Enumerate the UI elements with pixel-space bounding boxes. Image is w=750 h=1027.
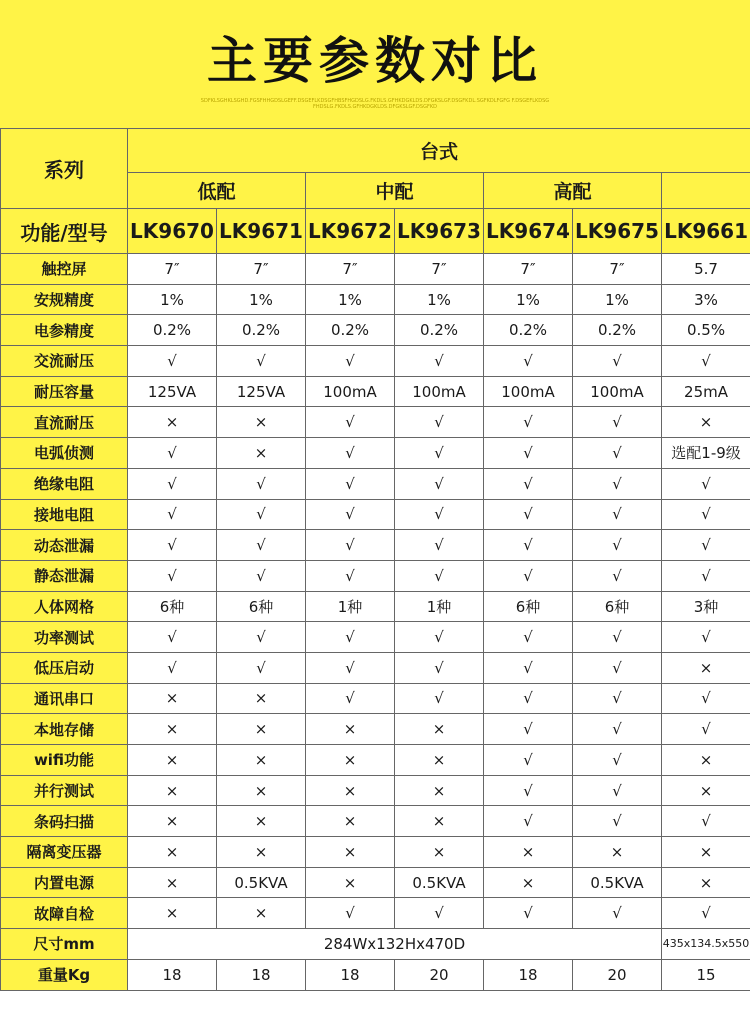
value-cell: √ <box>395 898 484 929</box>
value-cell: 7″ <box>306 254 395 285</box>
value-cell: √ <box>573 714 662 745</box>
value-cell: × <box>128 867 217 898</box>
weight-cell: 18 <box>128 959 217 990</box>
table-row <box>1 652 750 683</box>
value-cell: √ <box>128 652 217 683</box>
value-cell: × <box>306 806 395 837</box>
value-cell: × <box>128 745 217 776</box>
value-cell: × <box>306 867 395 898</box>
value-cell: 7″ <box>395 254 484 285</box>
row-label: 尺寸mm <box>1 929 128 960</box>
value-cell: × <box>662 652 750 683</box>
value-cell: 0.2% <box>395 315 484 346</box>
value-cell: √ <box>484 652 573 683</box>
value-cell: √ <box>662 530 750 561</box>
value-cell: √ <box>573 622 662 653</box>
table-row <box>1 438 750 469</box>
table-row <box>1 560 750 591</box>
value-cell: √ <box>395 530 484 561</box>
value-cell: √ <box>128 438 217 469</box>
table-row <box>1 284 750 315</box>
value-cell: √ <box>484 622 573 653</box>
value-cell: √ <box>662 898 750 929</box>
value-cell: √ <box>662 468 750 499</box>
value-cell: √ <box>306 530 395 561</box>
value-cell: √ <box>395 499 484 530</box>
model-cell: LK9675 <box>573 209 662 254</box>
value-cell: × <box>395 806 484 837</box>
value-cell: × <box>306 714 395 745</box>
row-label: 条码扫描 <box>1 806 128 837</box>
value-cell: × <box>217 775 306 806</box>
table-row <box>1 745 750 776</box>
value-cell: 100mA <box>573 376 662 407</box>
row-label: 电参精度 <box>1 315 128 346</box>
value-cell: √ <box>573 407 662 438</box>
table-header <box>1 129 750 254</box>
value-cell: √ <box>573 530 662 561</box>
model-cell: LK9674 <box>484 209 573 254</box>
value-cell: 7″ <box>484 254 573 285</box>
table-row <box>1 254 750 285</box>
model-cell: LK9672 <box>306 209 395 254</box>
value-cell: √ <box>573 775 662 806</box>
value-cell: × <box>128 407 217 438</box>
value-cell: × <box>395 714 484 745</box>
value-cell: 125VA <box>217 376 306 407</box>
value-cell: √ <box>128 499 217 530</box>
model-label: 功能/型号 <box>1 209 128 254</box>
weight-cell: 20 <box>395 959 484 990</box>
decorative-subtitle: SDFKLSGHKLSGHD.FGSFHHGDSLGEFF.DSGEFLKDSGFHBSFHGDSLG.FKDLS.GFHKDGKLDS.DFGKSLGF.DSGFKDL.SGFKDLFGFG F.DSGEFLKDSGFHDSLG.FKDLS.GFHKDGKLDS.DFGKSLGF.DSGFKD <box>200 98 550 110</box>
value-cell: √ <box>306 898 395 929</box>
value-cell: 0.5KVA <box>573 867 662 898</box>
value-cell: √ <box>484 438 573 469</box>
value-cell: √ <box>484 499 573 530</box>
size-merged-cell: 284Wx132Hx470D <box>128 929 662 960</box>
value-cell: √ <box>217 622 306 653</box>
value-cell: × <box>395 775 484 806</box>
size-last-cell: 435x134.5x550 <box>662 929 750 960</box>
value-cell: √ <box>395 346 484 377</box>
value-cell: × <box>306 837 395 868</box>
value-cell: 0.2% <box>484 315 573 346</box>
value-cell: √ <box>306 468 395 499</box>
row-label: wifi功能 <box>1 745 128 776</box>
value-cell: √ <box>484 775 573 806</box>
value-cell: √ <box>128 346 217 377</box>
value-cell: × <box>662 867 750 898</box>
value-cell: √ <box>662 346 750 377</box>
value-cell: 6种 <box>484 591 573 622</box>
row-label: 低压启动 <box>1 652 128 683</box>
value-cell: √ <box>306 499 395 530</box>
value-cell: 1% <box>306 284 395 315</box>
value-cell: √ <box>573 468 662 499</box>
value-cell: √ <box>573 346 662 377</box>
table-body <box>1 254 750 991</box>
value-cell: 0.2% <box>128 315 217 346</box>
value-cell: √ <box>573 499 662 530</box>
table-row <box>1 622 750 653</box>
value-cell: 0.2% <box>573 315 662 346</box>
value-cell: √ <box>662 683 750 714</box>
title-banner <box>0 0 750 128</box>
row-label: 触控屏 <box>1 254 128 285</box>
value-cell: 1% <box>128 284 217 315</box>
row-label: 内置电源 <box>1 867 128 898</box>
row-label: 本地存储 <box>1 714 128 745</box>
value-cell: √ <box>217 652 306 683</box>
value-cell: √ <box>573 560 662 591</box>
row-label: 接地电阻 <box>1 499 128 530</box>
value-cell: √ <box>395 652 484 683</box>
row-label: 重量Kg <box>1 959 128 990</box>
value-cell: √ <box>306 346 395 377</box>
value-cell: √ <box>395 622 484 653</box>
value-cell: × <box>662 407 750 438</box>
value-cell: 0.2% <box>217 315 306 346</box>
value-cell: 25mA <box>662 376 750 407</box>
value-cell: 0.5% <box>662 315 750 346</box>
value-cell: × <box>128 806 217 837</box>
value-cell: 1% <box>484 284 573 315</box>
value-cell: √ <box>395 560 484 591</box>
value-cell: × <box>395 745 484 776</box>
table-row <box>1 407 750 438</box>
value-cell: √ <box>573 652 662 683</box>
row-label: 动态泄漏 <box>1 530 128 561</box>
row-label: 故障自检 <box>1 898 128 929</box>
spec-comparison-table <box>0 128 750 991</box>
value-cell: × <box>217 837 306 868</box>
value-cell: × <box>217 806 306 837</box>
value-cell: 6种 <box>128 591 217 622</box>
value-cell: × <box>217 683 306 714</box>
value-cell: × <box>128 837 217 868</box>
value-cell: √ <box>395 438 484 469</box>
weight-cell: 20 <box>573 959 662 990</box>
group-high: 高配 <box>484 173 662 209</box>
value-cell: × <box>128 714 217 745</box>
table-row-weight <box>1 959 750 990</box>
row-label: 功率测试 <box>1 622 128 653</box>
value-cell: √ <box>128 560 217 591</box>
value-cell: √ <box>573 745 662 776</box>
weight-cell: 18 <box>484 959 573 990</box>
weight-cell: 15 <box>662 959 750 990</box>
row-label: 电弧侦测 <box>1 438 128 469</box>
value-cell: 125VA <box>128 376 217 407</box>
value-cell: × <box>395 837 484 868</box>
value-cell: √ <box>306 560 395 591</box>
series-label: 系列 <box>1 129 128 209</box>
value-cell: √ <box>484 346 573 377</box>
value-cell: √ <box>217 468 306 499</box>
row-label: 安规精度 <box>1 284 128 315</box>
group-mid: 中配 <box>306 173 484 209</box>
value-cell: × <box>306 775 395 806</box>
value-cell: √ <box>217 499 306 530</box>
value-cell: √ <box>128 622 217 653</box>
value-cell: √ <box>484 745 573 776</box>
value-cell: × <box>217 745 306 776</box>
value-cell: 7″ <box>573 254 662 285</box>
value-cell: × <box>662 775 750 806</box>
row-label: 交流耐压 <box>1 346 128 377</box>
value-cell: 3% <box>662 284 750 315</box>
value-cell: √ <box>662 499 750 530</box>
table-row <box>1 837 750 868</box>
row-label: 绝缘电阻 <box>1 468 128 499</box>
table-row <box>1 898 750 929</box>
value-cell: 0.5KVA <box>217 867 306 898</box>
page-title: 主要参数对比 <box>207 32 543 90</box>
value-cell: × <box>662 837 750 868</box>
row-label: 通讯串口 <box>1 683 128 714</box>
table-row <box>1 714 750 745</box>
value-cell: 1% <box>395 284 484 315</box>
table-row <box>1 468 750 499</box>
value-cell: √ <box>662 714 750 745</box>
value-cell: √ <box>395 468 484 499</box>
value-cell: √ <box>306 683 395 714</box>
value-cell: √ <box>573 898 662 929</box>
value-cell: √ <box>573 806 662 837</box>
value-cell: √ <box>306 438 395 469</box>
value-cell: 0.2% <box>306 315 395 346</box>
value-cell: × <box>484 867 573 898</box>
row-label: 直流耐压 <box>1 407 128 438</box>
value-cell: × <box>662 745 750 776</box>
value-cell: × <box>484 837 573 868</box>
weight-cell: 18 <box>306 959 395 990</box>
value-cell: 1种 <box>306 591 395 622</box>
value-cell: √ <box>573 438 662 469</box>
value-cell: 1% <box>573 284 662 315</box>
value-cell: √ <box>484 530 573 561</box>
value-cell: 1% <box>217 284 306 315</box>
group-low: 低配 <box>128 173 306 209</box>
row-label: 耐压容量 <box>1 376 128 407</box>
value-cell: × <box>217 714 306 745</box>
value-cell: √ <box>484 898 573 929</box>
value-cell: 100mA <box>306 376 395 407</box>
value-cell: 6种 <box>217 591 306 622</box>
value-cell: √ <box>128 530 217 561</box>
value-cell: 7″ <box>217 254 306 285</box>
value-cell: 100mA <box>395 376 484 407</box>
value-cell: 3种 <box>662 591 750 622</box>
table-row <box>1 346 750 377</box>
weight-cell: 18 <box>217 959 306 990</box>
table-row <box>1 775 750 806</box>
table-row <box>1 683 750 714</box>
value-cell: √ <box>306 652 395 683</box>
value-cell: √ <box>484 468 573 499</box>
value-cell: × <box>128 683 217 714</box>
value-cell: √ <box>484 683 573 714</box>
value-cell: √ <box>395 683 484 714</box>
value-cell: × <box>217 407 306 438</box>
value-cell: × <box>217 898 306 929</box>
value-cell: × <box>217 438 306 469</box>
value-cell: 7″ <box>128 254 217 285</box>
group-empty <box>662 173 750 209</box>
row-label: 并行测试 <box>1 775 128 806</box>
value-cell: 选配1-9级 <box>662 438 750 469</box>
value-cell: × <box>306 745 395 776</box>
table-row <box>1 499 750 530</box>
value-cell: 0.5KVA <box>395 867 484 898</box>
value-cell: × <box>128 775 217 806</box>
value-cell: √ <box>306 407 395 438</box>
value-cell: √ <box>395 407 484 438</box>
value-cell: √ <box>484 407 573 438</box>
value-cell: √ <box>484 806 573 837</box>
value-cell: √ <box>128 468 217 499</box>
value-cell: 100mA <box>484 376 573 407</box>
value-cell: 1种 <box>395 591 484 622</box>
value-cell: √ <box>306 622 395 653</box>
value-cell: × <box>573 837 662 868</box>
row-label: 人体网格 <box>1 591 128 622</box>
value-cell: √ <box>484 714 573 745</box>
table-row <box>1 530 750 561</box>
model-cell: LK9670 <box>128 209 217 254</box>
value-cell: × <box>128 898 217 929</box>
category-cell: 台式 <box>128 129 750 173</box>
table-row <box>1 376 750 407</box>
model-cell: LK9661 <box>662 209 750 254</box>
table-row <box>1 806 750 837</box>
table-row-size <box>1 929 750 960</box>
value-cell: √ <box>573 683 662 714</box>
value-cell: 6种 <box>573 591 662 622</box>
value-cell: √ <box>662 622 750 653</box>
row-label: 隔离变压器 <box>1 837 128 868</box>
value-cell: √ <box>662 560 750 591</box>
value-cell: √ <box>484 560 573 591</box>
model-cell: LK9671 <box>217 209 306 254</box>
value-cell: √ <box>217 346 306 377</box>
value-cell: √ <box>217 530 306 561</box>
value-cell: √ <box>662 806 750 837</box>
table-row <box>1 315 750 346</box>
row-label: 静态泄漏 <box>1 560 128 591</box>
model-cell: LK9673 <box>395 209 484 254</box>
value-cell: √ <box>217 560 306 591</box>
table-row <box>1 867 750 898</box>
table-row <box>1 591 750 622</box>
value-cell: 5.7 <box>662 254 750 285</box>
